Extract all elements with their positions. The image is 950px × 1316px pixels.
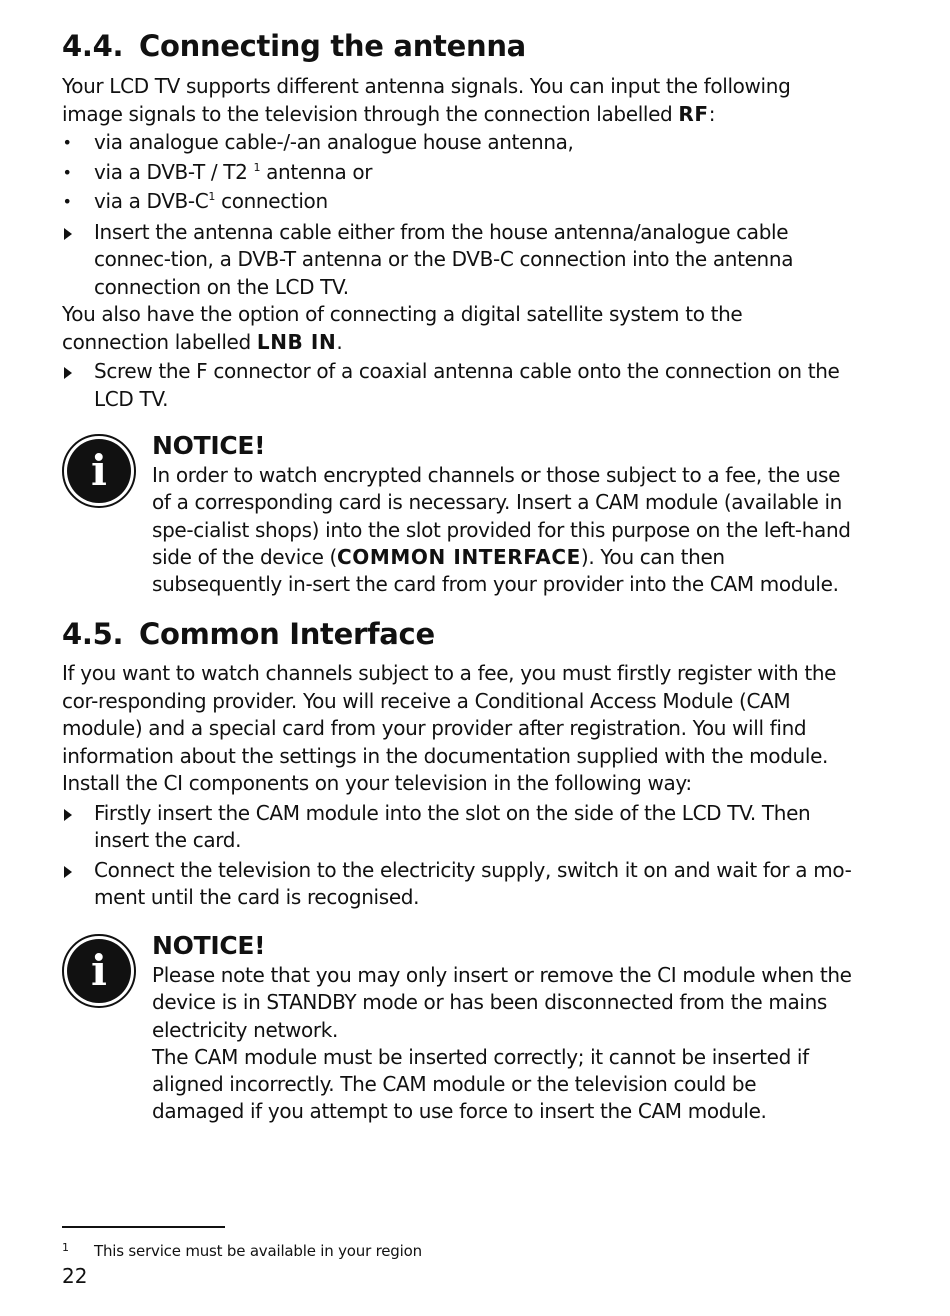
instruction-step	[62, 800, 852, 855]
info-icon-glyph: i	[67, 939, 131, 1003]
instruction-list	[62, 219, 852, 302]
section-number: 4.4.	[62, 29, 124, 63]
list-item-text: via a DVB-C	[94, 189, 209, 213]
triangle-bullet-icon	[64, 866, 72, 878]
bullet-icon: •	[62, 133, 72, 152]
instruction-text: Connect the television to the electricity supply, switch it on and wait for a mo-ment until the card is recognised.	[94, 857, 852, 909]
instruction-list	[62, 800, 852, 912]
instruction-list	[62, 358, 852, 413]
common-interface-label: COMMON INTERFACE	[337, 544, 581, 569]
notice-content	[152, 430, 852, 598]
section-heading-common-interface	[62, 616, 435, 652]
section-body-common-interface	[62, 660, 852, 912]
notice-content	[152, 930, 852, 1126]
instruction-step	[62, 857, 852, 912]
info-icon-glyph: i	[67, 439, 131, 503]
triangle-bullet-icon	[64, 367, 72, 379]
list-item-text: antenna or	[260, 159, 373, 184]
notice-text: The CAM module must be inserted correctly; it cannot be inserted if aligned incorrectly. The CAM module or the television could be damaged if you attempt to use force to insert the CAM module.	[152, 1044, 809, 1124]
satellite-period: .	[336, 329, 343, 354]
footnote-ref: 1	[208, 190, 216, 203]
intro-text: Your LCD TV supports different antenna signals. You can input the following image signals to the television through the connection labelled	[62, 74, 791, 126]
instruction-text: Firstly insert the CAM module into the slot on the side of the LCD TV. Then insert the card.	[94, 800, 811, 852]
list-item-text: via analogue cable-/-an analogue house antenna,	[94, 130, 574, 154]
info-icon	[62, 934, 136, 1008]
list-item	[62, 128, 852, 158]
notice-title: NOTICE!	[152, 931, 266, 960]
instruction-step	[62, 219, 852, 302]
rf-label: RF	[678, 101, 709, 126]
page-number: 22	[62, 1264, 88, 1288]
section-title: Connecting the antenna	[139, 29, 526, 63]
registration-paragraph: If you want to watch channels subject to a fee, you must firstly register with the cor-responding provider. You will receive a Conditional Access Module (CAM module) and a special card from your provider after registration. You will find information about the settings in the documentation supplied with the module.	[62, 661, 837, 768]
list-item	[62, 187, 852, 217]
satellite-paragraph	[62, 301, 852, 356]
intro-paragraph	[62, 73, 852, 128]
install-paragraph: Install the CI components on your television in the following way:	[62, 771, 692, 795]
section-number: 4.5.	[62, 617, 124, 651]
intro-colon: :	[708, 101, 716, 126]
bullet-icon: •	[62, 192, 72, 211]
footnote	[62, 1238, 422, 1261]
triangle-bullet-icon	[64, 228, 72, 240]
instruction-text: Insert the antenna cable either from the house antenna/analogue cable connec-tion, a DVB-T antenna or the DVB-C connection into the antenna connection on the LCD TV.	[94, 219, 794, 299]
section-heading-connecting-antenna	[62, 28, 526, 64]
instruction-text: Screw the F connector of a coaxial antenna cable onto the connection on the LCD TV.	[94, 359, 840, 411]
list-item	[62, 158, 852, 188]
list-item-text: connection	[215, 189, 328, 213]
notice-text: Please note that you may only insert or remove the CI module when the device is in STANDBY mode or has been disconnected from the mains electricity network.	[152, 963, 852, 1042]
footnote-number: 1	[62, 1241, 69, 1254]
footnote-divider	[62, 1226, 225, 1228]
notice-text-part: In order to watch encrypted channels or those subject to a fee, the use of a corresponding card is necessary. Insert a CAM module (available in spe-cialist shops) into the slot provided for this purpose on the left-hand side of the device (	[152, 463, 851, 569]
section-body-connecting-antenna	[62, 73, 852, 413]
footnote-ref: 1	[253, 160, 261, 174]
notice-text-part: ). You can then subsequently in-sert the card from your provider into the CAM module.	[152, 544, 839, 597]
notice-text	[152, 462, 852, 598]
signal-list	[62, 128, 852, 217]
footnote-text: This service must be available in your region	[94, 1242, 422, 1260]
instruction-step	[62, 358, 852, 413]
section-title: Common Interface	[139, 617, 435, 651]
satellite-text: You also have the option of connecting a digital satellite system to the connection labelled	[62, 302, 743, 354]
list-item-text: via a DVB-T / T2	[94, 159, 254, 184]
bullet-icon: •	[62, 162, 72, 182]
lnb-in-label: LNB IN	[256, 329, 337, 354]
notice-title: NOTICE!	[152, 431, 266, 460]
triangle-bullet-icon	[64, 809, 72, 821]
info-icon	[62, 434, 136, 508]
